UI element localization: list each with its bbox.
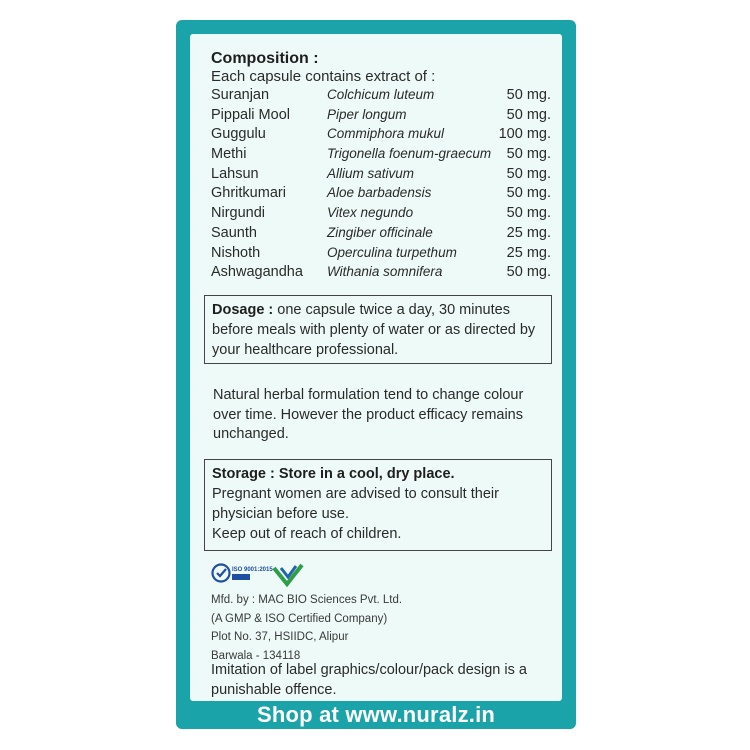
ingredient-dose: 50 mg. <box>506 87 551 103</box>
ingredient-row <box>211 264 551 284</box>
children-warning: Keep out of reach of children. <box>212 526 402 542</box>
label-panel <box>190 34 562 701</box>
certification-logos <box>211 562 331 588</box>
ingredient-row <box>211 146 551 166</box>
storage-box <box>204 459 552 551</box>
colour-note: Natural herbal formulation tend to change colour over time. However the product efficacy remains unchanged. <box>213 387 524 442</box>
dosage-text: one capsule twice a day, 30 minutes before meals with plenty of water or as directed by your healthcare professional. <box>212 302 536 358</box>
ingredient-latin-name: Trigonella foenum-graecum <box>327 146 492 162</box>
ingredient-row <box>211 225 551 245</box>
ingredient-name: Pippali Mool <box>211 106 290 123</box>
ingredient-latin-name: Operculina turpethum <box>327 244 457 260</box>
ingredient-latin-name: Vitex negundo <box>327 205 414 221</box>
ingredient-latin-name: Piper longum <box>327 106 407 122</box>
ingredient-dose: 50 mg. <box>506 205 551 222</box>
ingredient-row <box>211 126 551 146</box>
manufacturer-certification: (A GMP & ISO Certified Company) <box>211 612 388 625</box>
ingredient-latin-name: Aloe barbadensis <box>327 185 432 201</box>
ingredient-name: Guggulu <box>211 126 266 143</box>
ingredient-dose: 50 mg. <box>506 185 551 202</box>
ingredient-row <box>211 185 551 205</box>
ingredient-name: Ashwagandha <box>211 264 303 281</box>
manufacturer-info <box>211 591 402 665</box>
pregnancy-warning: Pregnant women are advised to consult their physician before use. <box>212 486 499 522</box>
quality-check-icon <box>271 562 305 588</box>
manufacturer-name: Mfd. by : MAC BIO Sciences Pvt. Ltd. <box>211 594 403 606</box>
ingredient-row <box>211 87 551 107</box>
shop-url[interactable]: Shop at www.nuralz.in <box>256 702 496 727</box>
ingredient-dose: 50 mg. <box>506 106 551 123</box>
ingredient-latin-name: Commiphora mukul <box>327 126 445 142</box>
ingredient-row <box>211 205 551 225</box>
ingredient-dose: 25 mg. <box>506 224 551 241</box>
ingredient-name: Nishoth <box>211 244 261 261</box>
ingredient-name: Saunth <box>211 224 257 241</box>
ingredient-dose: 100 mg. <box>498 126 551 143</box>
ingredient-name: Nirgundi <box>211 205 265 222</box>
ingredient-latin-name: Withania somnifera <box>327 264 443 280</box>
ingredient-row <box>211 166 551 186</box>
ingredient-latin-name: Colchicum luteum <box>327 87 435 102</box>
ingredient-dose: 50 mg. <box>506 146 551 163</box>
ingredient-dose: 50 mg. <box>506 165 551 182</box>
product-label <box>176 20 576 729</box>
ingredient-latin-name: Zingiber officinale <box>327 224 433 240</box>
ingredient-list <box>211 87 551 284</box>
ingredient-name: Lahsun <box>211 165 259 182</box>
composition-intro: Each capsule contains extract of : <box>211 68 436 85</box>
manufacturer-address: Plot No. 37, HSIIDC, Alipur <box>211 631 349 643</box>
ingredient-latin-name: Allium sativum <box>327 165 415 181</box>
ingredient-name: Suranjan <box>211 87 270 103</box>
ingredient-row <box>211 107 551 127</box>
ingredient-name: Ghritkumari <box>211 185 286 202</box>
composition-title: Composition : <box>211 50 319 67</box>
ingredient-dose: 50 mg. <box>506 264 551 281</box>
storage-label: Storage : Store in a cool, dry place. <box>212 466 455 482</box>
manufacturer-city: Barwala - 134118 <box>211 649 301 662</box>
iso-certification-icon <box>211 562 273 584</box>
imitation-warning: Imitation of label graphics/colour/pack design is a punishable offence. <box>211 662 527 698</box>
dosage-label: Dosage : <box>212 302 274 318</box>
iso-logo-text: ISO 9001:2015 <box>232 567 273 573</box>
ingredient-name: Methi <box>211 146 247 163</box>
ingredient-row <box>211 245 551 265</box>
ingredient-dose: 25 mg. <box>506 244 551 261</box>
dosage-box <box>204 295 552 364</box>
